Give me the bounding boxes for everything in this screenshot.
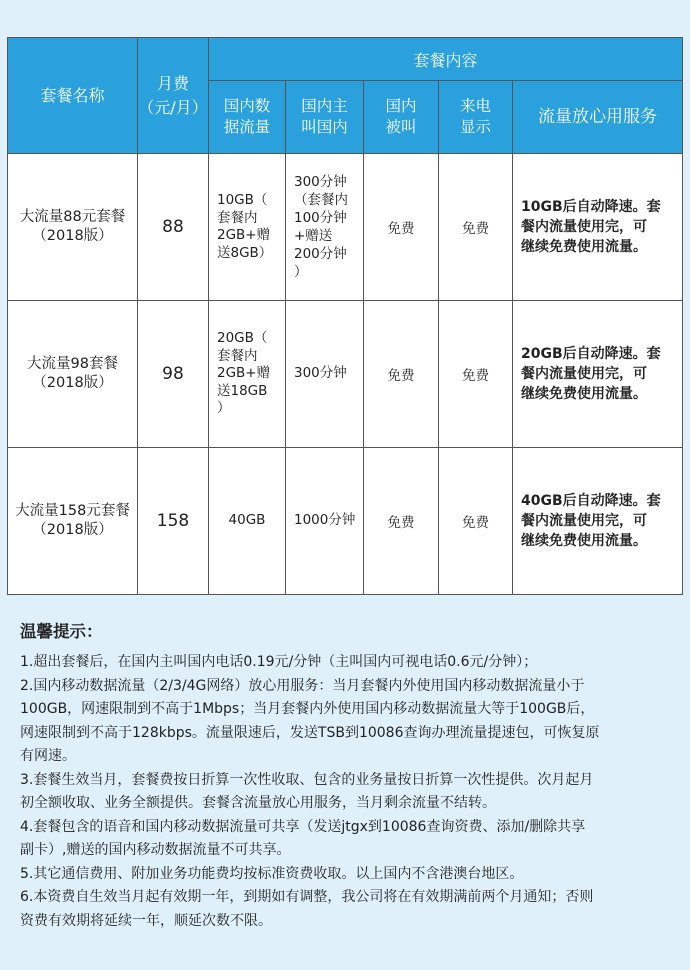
plan-caller-id: 免费: [439, 154, 513, 301]
table-row: [8, 301, 683, 448]
plan-data: 20GB（ 套餐内 2GB+赠 送18GB ）: [209, 301, 286, 448]
plan-called: 免费: [364, 448, 439, 595]
tips-title: 温馨提示：: [20, 622, 103, 641]
header-caller-id: 来电 显示: [439, 81, 513, 154]
tip-item: 6.本资费自生效当月起有效期一年，到期如有调整，我公司将在有效期满前两个月通知；否则 资费有效期将延续一年，顺延次数不限。: [20, 889, 594, 929]
header-domestic-data: 国内数 据流量: [209, 81, 286, 154]
plan-data: 10GB（ 套餐内 2GB+赠 送8GB）: [209, 154, 286, 301]
header-plan-name: 套餐名称: [8, 38, 138, 154]
header-monthly-fee: 月费 （元/月）: [138, 38, 209, 154]
table-row: [8, 154, 683, 301]
plan-name: 大流量98套餐 （2018版）: [8, 301, 138, 448]
plan-minutes: 300分钟 （套餐内 100分钟 +赠送 200分钟 ）: [286, 154, 364, 301]
header-plan-content: 套餐内容: [209, 38, 683, 81]
tip-item: 4.套餐包含的语音和国内移动数据流量可共享（发送jtgx到10086查询资费、添加/删除共享 副卡）,赠送的国内移动数据流量不可共享。: [20, 818, 586, 858]
plan-service: 40GB后自动降速。套 餐内流量使用完，可 继续免费使用流量。: [513, 448, 683, 595]
tip-item: 3.套餐生效当月，套餐费按日折算一次性收取、包含的业务量按日折算一次性提供。次月起月 初全额收取、业务全额提供。套餐含流量放心用服务，当月剩余流量不结转。: [20, 771, 594, 811]
plan-called: 免费: [364, 301, 439, 448]
plan-minutes: 1000分钟: [286, 448, 364, 595]
plan-caller-id: 免费: [439, 448, 513, 595]
plan-service: 10GB后自动降速。套 餐内流量使用完，可 继续免费使用流量。: [513, 154, 683, 301]
header-domestic-calls: 国内主 叫国内: [286, 81, 364, 154]
plan-price: 158: [138, 448, 209, 595]
plan-data: 40GB: [209, 448, 286, 595]
plan-table: [7, 37, 683, 595]
plan-price: 98: [138, 301, 209, 448]
plan-name: 大流量158元套餐 （2018版）: [8, 448, 138, 595]
plan-minutes: 300分钟: [286, 301, 364, 448]
tip-item: 5.其它通信费用、附加业务功能费均按标准资费收取。以上国内不含港澳台地区。: [20, 865, 524, 882]
header-data-service: 流量放心用服务: [513, 81, 683, 154]
plan-called: 免费: [364, 154, 439, 301]
plan-caller-id: 免费: [439, 301, 513, 448]
table-row: [8, 448, 683, 595]
plan-price: 88: [138, 154, 209, 301]
header-domestic-called: 国内 被叫: [364, 81, 439, 154]
tips-section: [20, 618, 680, 933]
tip-item: 1.超出套餐后，在国内主叫国内电话0.19元/分钟（主叫国内可视电话0.6元/分钟）；: [20, 654, 538, 670]
plan-table-container: [7, 37, 682, 595]
plan-name: 大流量88元套餐 （2018版）: [8, 154, 138, 301]
plan-service: 20GB后自动降速。套 餐内流量使用完，可 继续免费使用流量。: [513, 301, 683, 448]
tip-item: 2.国内移动数据流量（2/3/4G网络）放心用服务：当月套餐内外使用国内移动数据流量小于 100GB，网速限制到不高于1Mbps；当月套餐内外使用国内移动数据流量大等于100GB后， 网速限制到不高于128kbps。流量限速后，发送TSB到10086查询办理流量提速包，可恢复原 有网速。: [20, 677, 600, 764]
